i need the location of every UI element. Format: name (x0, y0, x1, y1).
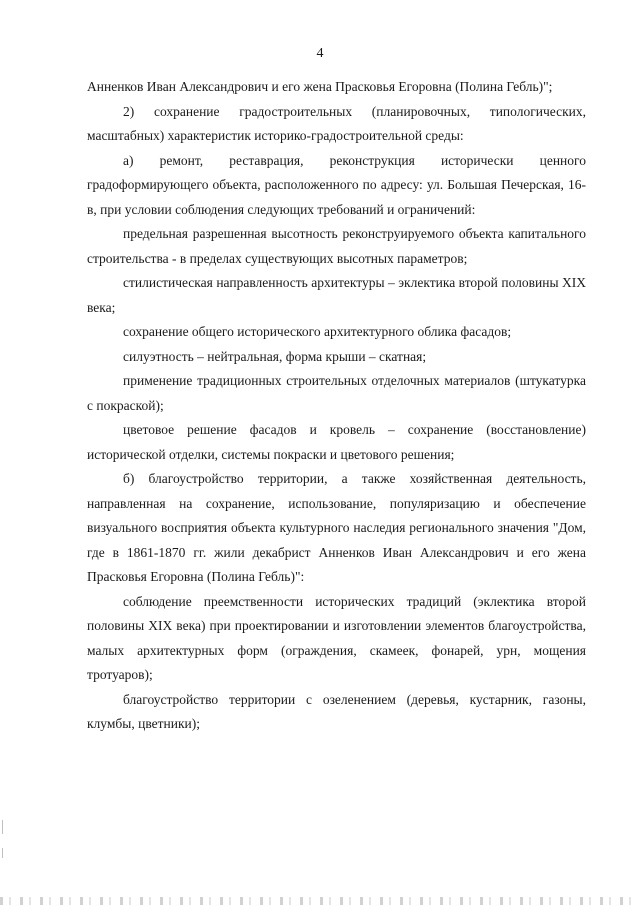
paragraph-landscaping-requirement: благоустройство территории с озеленением (деревья, кустарник, газоны, клумбы, цветники); (87, 691, 586, 731)
paragraph-facade-requirement: сохранение общего исторического архитектурного облика фасадов; (123, 324, 512, 339)
paragraph-item-a: а) ремонт, реставрация, реконструкция исторически ценного градоформирующего объекта, расположенного по адресу: ул. Большая Печерская, 16-в, при условии соблюдения следующих требований и ограничений: (87, 152, 586, 217)
paragraph-height-requirement: предельная разрешенная высотность реконструируемого объекта капитального строительства - в пределах существующих высотных параметров; (87, 226, 586, 266)
paragraph-color-requirement: цветовое решение фасадов и кровель – сохранение (восстановление) исторической отделки, системы покраски и цветового решения; (87, 422, 586, 462)
paragraph-item-b: б) благоустройство территории, а также хозяйственная деятельность, направленная на сохранение, использование, популяризацию и обеспечение визуального восприятия объекта культурного наследия регионального значения "Дом, где в 1861-1870 гг. жили декабрист Анненков Иван Александрович и его жена Прасковья Егоровна (Полина Гебль)": (87, 471, 586, 584)
paragraph-item-2: 2) сохранение градостроительных (планировочных, типологических, масштабных) характеристик историко-градостроительной среды: (87, 103, 586, 143)
paragraph-continuation: Анненков Иван Александрович и его жена Прасковья Егоровна (Полина Гебль)"; (87, 79, 553, 94)
paragraph-style-requirement: стилистическая направленность архитектуры – эклектика второй половины XIX века; (87, 275, 586, 315)
scan-artifact (2, 848, 3, 858)
paragraph-materials-requirement: применение традиционных строительных отделочных материалов (штукатурка с покраской); (87, 373, 586, 413)
document-body (87, 75, 586, 737)
scan-artifact (0, 897, 640, 905)
paragraph-tradition-requirement: соблюдение преемственности исторических традиций (эклектика второй половины XIX века) при проектировании и изготовлении элементов благоустройства, малых архитектурных форм (ограждения, скамеек, фонарей, урн, мощения тротуаров); (87, 593, 586, 682)
paragraph-roof-requirement: силуэтность – нейтральная, форма крыши – скатная; (123, 348, 427, 364)
scan-artifact (2, 820, 3, 834)
page-number: 4 (316, 46, 324, 61)
